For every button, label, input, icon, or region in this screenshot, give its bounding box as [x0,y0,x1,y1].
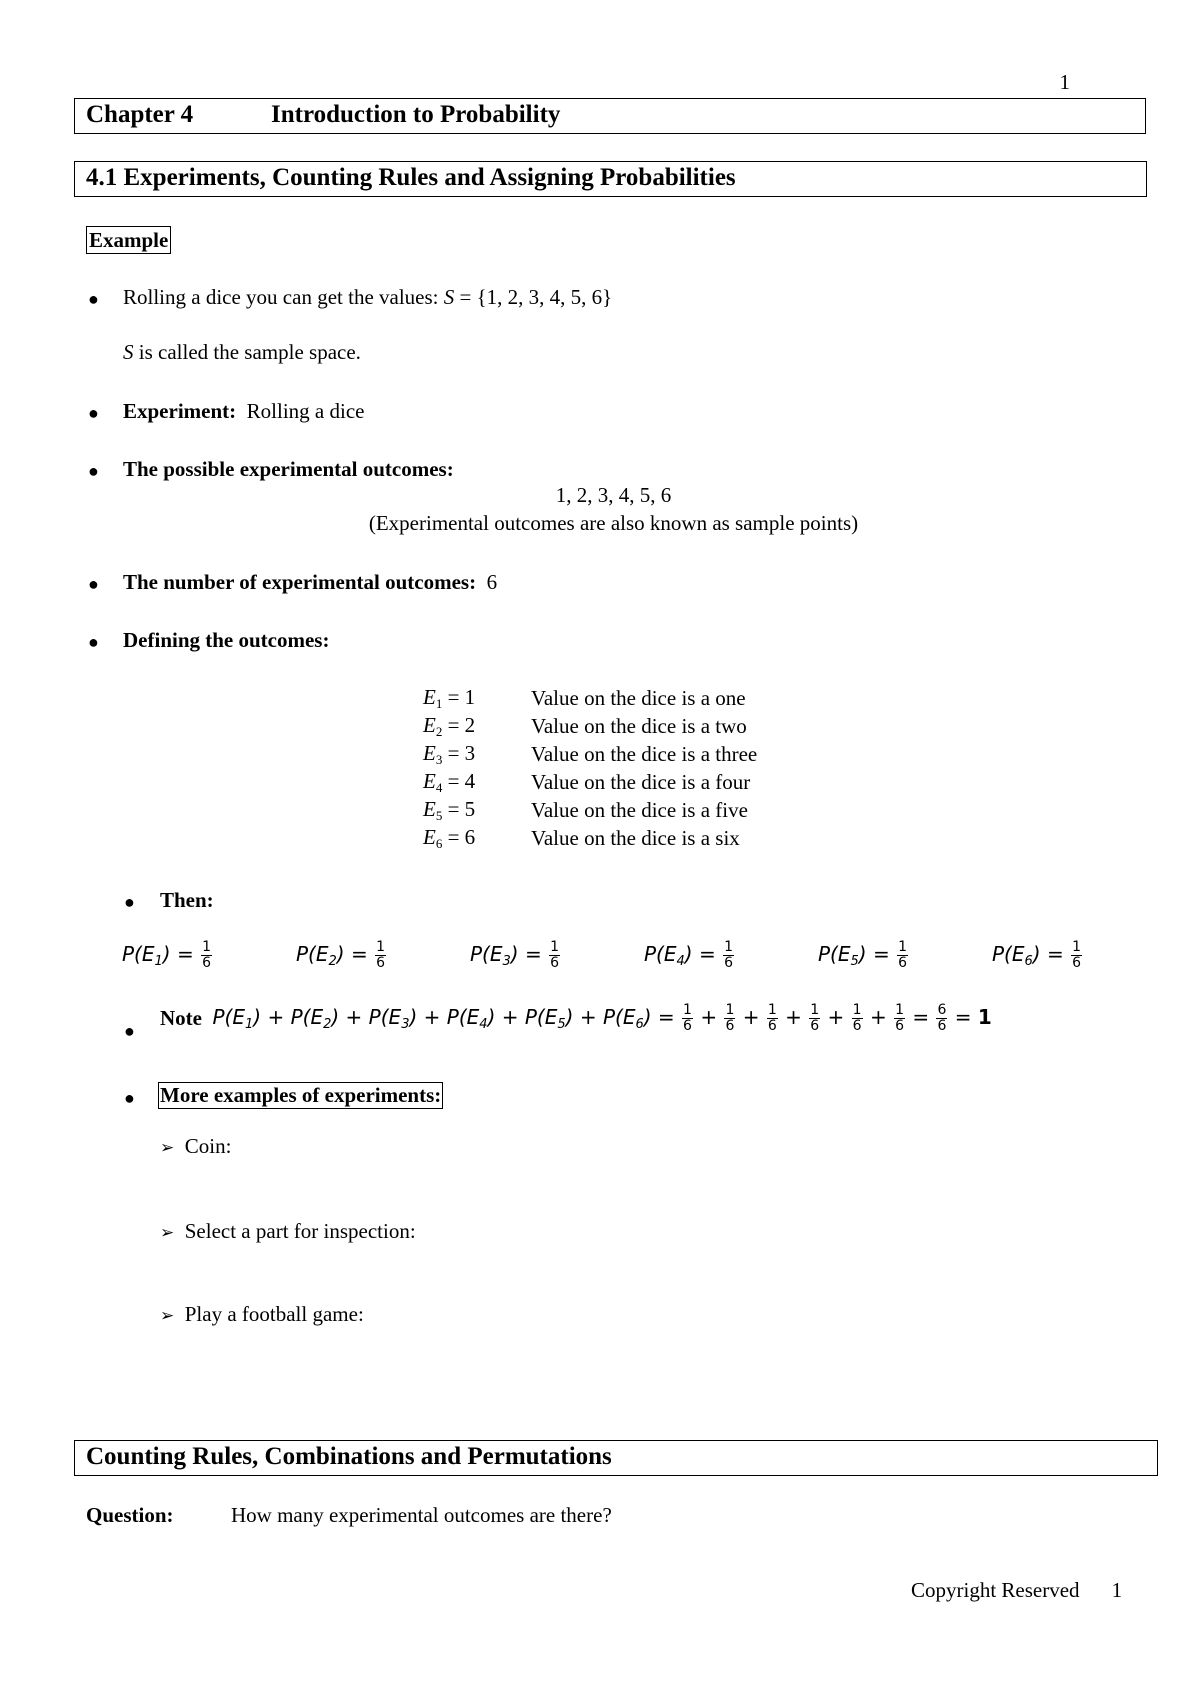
probability-term [992,942,1041,969]
possible-outcomes-values: 1, 2, 3, 4, 5, 6 [555,483,672,507]
sub-item-coin: Coin: [184,1134,232,1158]
fraction-numerator: 1 [895,1002,904,1018]
sample-space-var: S [123,340,134,364]
p-close: ) [409,1005,418,1029]
bullet-experiment [123,399,364,424]
equals-sign: = [1040,942,1071,966]
fraction-denominator: 6 [937,1018,947,1034]
section-heading [74,161,1147,197]
outcome-description: Value on the dice is a six [531,825,740,850]
equals-sign: = [906,1005,936,1029]
p-symbol: P( [212,1005,233,1029]
sub-item [160,1134,231,1159]
p-close: ) [510,942,519,966]
fraction [375,940,386,971]
p-symbol: P( [290,1005,311,1029]
plus-sign: + [417,1005,447,1029]
question-line [86,1503,612,1528]
outcome-definition [423,684,531,712]
rolling-text: Rolling a dice you can get the values: [123,285,444,309]
e-symbol: E [315,942,329,966]
fraction-numerator: 1 [724,939,734,955]
bullet-number [123,570,497,595]
e-subscript: 1 [154,954,163,969]
e-symbol: E [466,1005,480,1029]
fraction [1071,940,1082,971]
p-symbol: P( [122,942,142,966]
question-text: How many experimental outcomes are there? [231,1503,612,1527]
outcome-value: = 1 [442,684,476,709]
fraction-numerator: 6 [937,1002,947,1018]
outcome-value: = 4 [442,768,476,793]
p-symbol: P( [296,942,316,966]
bullet-dot: ● [124,892,135,912]
counting-heading [74,1440,1158,1476]
fraction-denominator: 6 [852,1018,862,1034]
outcome-value: = 2 [442,712,476,737]
p-close: ) [643,1005,652,1029]
e-subscript: 4 [676,954,685,969]
probability-term [818,942,867,969]
sample-space-text: is called the sample space. [133,340,361,364]
experiment-label: Experiment: [123,399,237,423]
e-subscript: 2 [328,954,337,969]
p-symbol: P( [818,942,838,966]
outcome-subscript: 6 [435,835,443,851]
probability-term [122,942,171,969]
e-symbol: E [388,1005,402,1029]
fraction-numerator: 1 [898,939,908,955]
e-symbol: E [663,942,677,966]
outcome-definition [423,768,531,796]
outcome-definition [423,796,531,824]
fraction-denominator: 6 [376,955,386,971]
equals-sign: = [651,1005,682,1029]
equals-sign: = [518,942,549,966]
probability-item [122,940,213,971]
probability-term [470,942,519,969]
defining-label: Defining the outcomes: [123,628,330,652]
e-symbol: E [232,1005,245,1029]
plus-sign: + [693,1005,724,1029]
probability-term [368,1005,418,1032]
sub-item [160,1219,416,1244]
plus-sign: + [821,1005,851,1029]
footer-page-number: 1 [1111,1578,1123,1602]
p-close: ) [253,1005,262,1029]
plus-sign: + [495,1005,525,1029]
p-symbol: P( [644,942,664,966]
e-subscript: 6 [635,1017,644,1032]
outcome-description: Value on the dice is a two [531,713,747,738]
e-symbol: E [310,1005,324,1029]
fraction [897,940,908,971]
equals-sign: = [692,942,723,966]
fraction-denominator: 6 [202,955,212,971]
probability-term [212,1005,262,1032]
fraction [767,1003,778,1034]
note-line [160,1003,992,1034]
sub-item-inspection: Select a part for inspection: [184,1219,416,1243]
plus-sign: + [573,1005,603,1029]
fraction [936,1003,947,1034]
e-symbol: E [489,942,503,966]
bullet-dot: ● [88,289,99,309]
p-close: ) [565,1005,574,1029]
example-label: Example [86,226,171,254]
e-subscript: 2 [323,1017,332,1032]
e-subscript: 5 [557,1017,566,1032]
arrow-icon: ➢ [160,1223,175,1243]
probability-item [818,940,909,971]
outcome-var: E [423,796,436,821]
e-subscript: 4 [479,1017,488,1032]
fraction-numerator: 1 [550,939,560,955]
bullet-dot: ● [88,574,99,594]
p-symbol: P( [992,942,1012,966]
fraction [201,940,212,971]
fraction-numerator: 1 [767,1002,777,1018]
outcome-definition [423,712,531,740]
equals-sign: = [866,942,897,966]
fraction-denominator: 6 [895,1018,904,1034]
outcome-description: Value on the dice is a five [531,797,748,822]
possible-outcomes-label: The possible experimental outcomes: [123,457,454,481]
fraction-denominator: 6 [898,955,908,971]
outcome-description: Value on the dice is a one [531,685,746,710]
outcome-value: = 5 [442,796,476,821]
probability-term [290,1005,340,1032]
probability-term [644,942,693,969]
bullet-dot: ● [88,403,99,423]
fraction-numerator: 1 [852,1002,862,1018]
bullet-dot: ● [88,632,99,652]
sample-var: S [443,285,455,309]
fraction-numerator: 1 [810,1002,820,1018]
fraction-numerator: 1 [683,1002,692,1018]
chapter-label: Chapter 4 [86,101,194,128]
fraction [809,1003,820,1034]
plus-sign: + [736,1005,766,1029]
plus-sign: + [339,1005,369,1029]
outcome-description: Value on the dice is a three [531,741,758,766]
chapter-heading [74,98,1146,134]
copyright-text: Copyright Reserved [911,1578,1080,1602]
outcome-value: = 3 [442,740,476,765]
outcome-row [423,824,757,852]
probability-term [446,1005,496,1032]
plus-sign: + [261,1005,291,1029]
note-label: Note [160,1006,202,1030]
counting-title: Counting Rules, Combinations and Permutations [86,1443,612,1470]
outcome-var: E [423,712,436,737]
fraction-numerator: 1 [725,1002,735,1018]
e-subscript: 5 [850,954,859,969]
section-title: 4.1 Experiments, Counting Rules and Assigning Probabilities [86,164,736,191]
probability-term [524,1005,574,1032]
fraction-denominator: 6 [810,1018,820,1034]
experiment-value: Rolling a dice [246,399,365,423]
outcome-var: E [423,684,436,709]
sub-item-football: Play a football game: [184,1302,364,1326]
probability-item [644,940,735,971]
outcome-row [423,712,757,740]
probability-item [992,940,1083,971]
e-symbol: E [1011,942,1025,966]
sub-item [160,1302,364,1327]
e-symbol: E [544,1005,558,1029]
footer [911,1578,1122,1603]
fraction-numerator: 1 [202,939,212,955]
outcome-subscript: 2 [435,723,443,739]
bullet-rolling [123,285,612,310]
p-close: ) [336,942,345,966]
fraction-numerator: 1 [1072,939,1082,955]
fraction [549,940,560,971]
e-symbol: E [622,1005,636,1029]
fraction [723,940,734,971]
outcome-var: E [423,768,436,793]
number-label: The number of experimental outcomes: [123,570,477,594]
outcome-var: E [423,740,436,765]
outcome-row [423,768,757,796]
p-symbol: P( [446,1005,467,1029]
probability-item [470,940,561,971]
fraction-numerator: 1 [376,939,386,955]
page-number-top: 1 [1059,70,1070,94]
chapter-title: Introduction to Probability [271,101,561,128]
p-close: ) [858,942,867,966]
fraction-denominator: 6 [725,1018,735,1034]
sample-space-line [123,340,361,365]
outcome-description: Value on the dice is a four [531,769,751,794]
fraction-denominator: 6 [683,1018,692,1034]
note-result: 1 [977,1005,992,1029]
fraction-denominator: 6 [550,955,560,971]
outcome-var: E [423,824,436,849]
p-symbol: P( [368,1005,389,1029]
arrow-icon: ➢ [160,1138,175,1158]
fraction [682,1003,693,1034]
more-examples-label: More examples of experiments: [160,1083,442,1107]
question-label: Question: [86,1503,174,1527]
fraction [724,1003,735,1034]
bullet-dot: ● [124,1088,135,1108]
p-close: ) [331,1005,340,1029]
outcome-definition [423,824,531,852]
fraction-denominator: 6 [1072,955,1082,971]
equals-sign: = [344,942,375,966]
p-close: ) [487,1005,496,1029]
probability-item [296,940,387,971]
p-close: ) [1032,942,1041,966]
outcome-row [423,684,757,712]
e-subscript: 6 [1024,954,1033,969]
e-symbol: E [837,942,851,966]
outcome-row [423,796,757,824]
fraction [894,1003,905,1034]
fraction-denominator: 6 [767,1018,777,1034]
fraction [852,1003,863,1034]
outcome-row [423,740,757,768]
p-close: ) [684,942,693,966]
outcome-subscript: 5 [435,807,443,823]
then-label: Then: [160,888,214,912]
p-close: ) [162,942,171,966]
equals-sign: = [948,1005,978,1029]
outcome-subscript: 1 [435,695,443,711]
outcome-value: = 6 [442,824,476,849]
outcome-subscript: 3 [435,751,443,767]
probability-term [602,1005,652,1032]
note-equation [212,1003,991,1034]
p-symbol: P( [470,942,490,966]
number-value: 6 [486,570,498,594]
outcome-subscript: 4 [435,779,443,795]
outcomes-table [423,684,757,852]
bullet-dot: ● [124,1021,135,1041]
e-subscript: 3 [401,1017,410,1032]
possible-outcomes-note: (Experimental outcomes are also known as sample points) [368,511,859,535]
sample-set: = {1, 2, 3, 4, 5, 6} [454,285,613,309]
e-symbol: E [141,942,155,966]
equals-sign: = [170,942,201,966]
outcome-definition [423,740,531,768]
probability-term [296,942,345,969]
plus-sign: + [778,1005,809,1029]
bullet-dot: ● [88,461,99,481]
arrow-icon: ➢ [160,1306,175,1326]
e-subscript: 3 [502,954,511,969]
plus-sign: + [863,1005,894,1029]
p-symbol: P( [524,1005,545,1029]
fraction-denominator: 6 [724,955,734,971]
p-symbol: P( [602,1005,623,1029]
e-subscript: 1 [245,1017,254,1032]
